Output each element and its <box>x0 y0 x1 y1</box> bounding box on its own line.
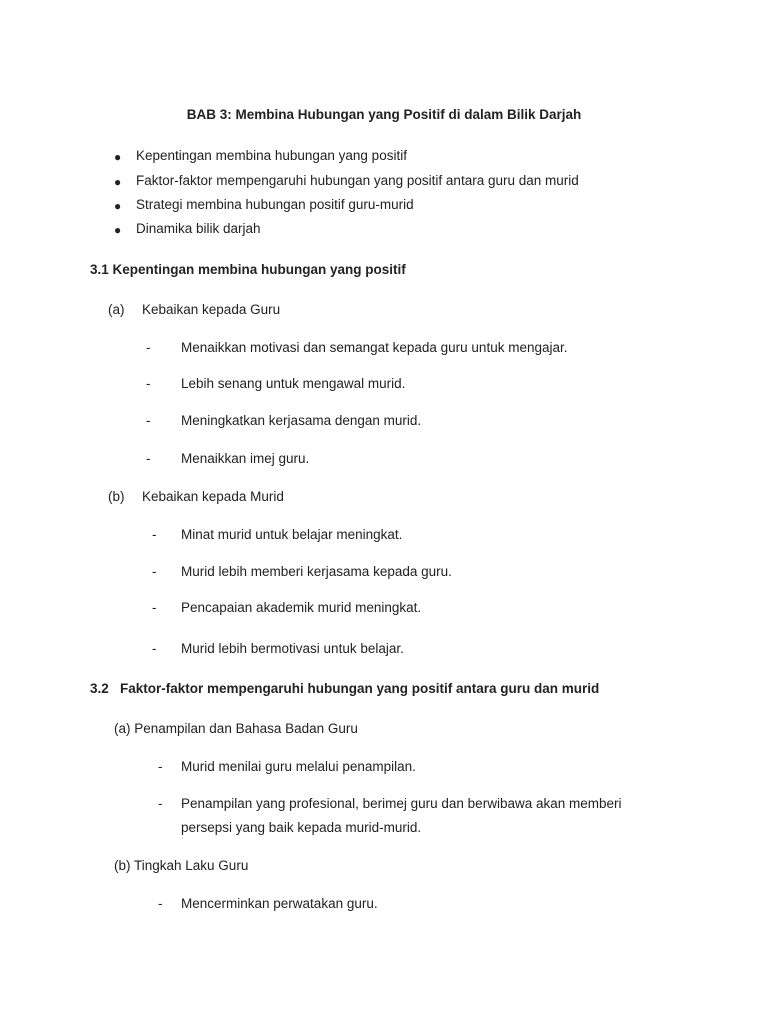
bullet-item: Dinamika bilik darjah <box>136 221 261 236</box>
list-item: Pencapaian akademik murid meningkat. <box>181 600 422 615</box>
subsection-label: Kebaikan kepada Guru <box>142 302 281 317</box>
bullet-item: Strategi membina hubungan positif guru-murid <box>136 197 414 212</box>
section-heading-3-1: 3.1 Kepentingan membina hubungan yang positif <box>90 262 406 277</box>
dash-icon: - <box>146 451 151 466</box>
bullet-icon: ● <box>114 199 122 213</box>
bullet-icon: ● <box>114 223 122 237</box>
bullet-icon: ● <box>114 175 122 189</box>
dash-icon: - <box>152 641 157 656</box>
list-item: Lebih senang untuk mengawal murid. <box>181 376 406 391</box>
dash-icon: - <box>158 759 163 774</box>
bullet-item: Kepentingan membina hubungan yang positif <box>136 148 407 163</box>
dash-icon: - <box>158 896 163 911</box>
bullet-item: Faktor-faktor mempengaruhi hubungan yang positif antara guru dan murid <box>136 173 579 188</box>
page-title: BAB 3: Membina Hubungan yang Positif di dalam Bilik Darjah <box>186 107 582 122</box>
dash-icon: - <box>152 600 157 615</box>
dash-icon: - <box>146 376 151 391</box>
dash-icon: - <box>158 796 163 811</box>
dash-icon: - <box>152 527 157 542</box>
dash-icon: - <box>146 413 151 428</box>
subsection-marker: (b) <box>108 489 125 504</box>
dash-icon: - <box>152 564 157 579</box>
list-item: Menaikkan motivasi dan semangat kepada guru untuk mengajar. <box>181 340 568 355</box>
list-item: Menaikkan imej guru. <box>181 451 310 466</box>
list-item: Meningkatkan kerjasama dengan murid. <box>181 413 422 428</box>
list-item: Mencerminkan perwatakan guru. <box>181 896 378 911</box>
dash-icon: - <box>146 340 151 355</box>
subsection-label: (b) Tingkah Laku Guru <box>114 858 249 873</box>
subsection-label: (a) Penampilan dan Bahasa Badan Guru <box>114 721 358 736</box>
section-heading-3-2: 3.2 Faktor-faktor mempengaruhi hubungan yang positif antara guru dan murid <box>90 681 600 696</box>
subsection-label: Kebaikan kepada Murid <box>142 489 284 504</box>
bullet-icon: ● <box>114 150 122 164</box>
list-item: Murid lebih memberi kerjasama kepada guru. <box>181 564 452 579</box>
subsection-marker: (a) <box>108 302 125 317</box>
list-item: Minat murid untuk belajar meningkat. <box>181 527 403 542</box>
list-item: Murid menilai guru melalui penampilan. <box>181 759 416 774</box>
list-item: Penampilan yang profesional, berimej guru dan berwibawa akan memberi persepsi yang baik kepada murid-murid. <box>181 796 622 835</box>
list-item: Murid lebih bermotivasi untuk belajar. <box>181 641 404 656</box>
